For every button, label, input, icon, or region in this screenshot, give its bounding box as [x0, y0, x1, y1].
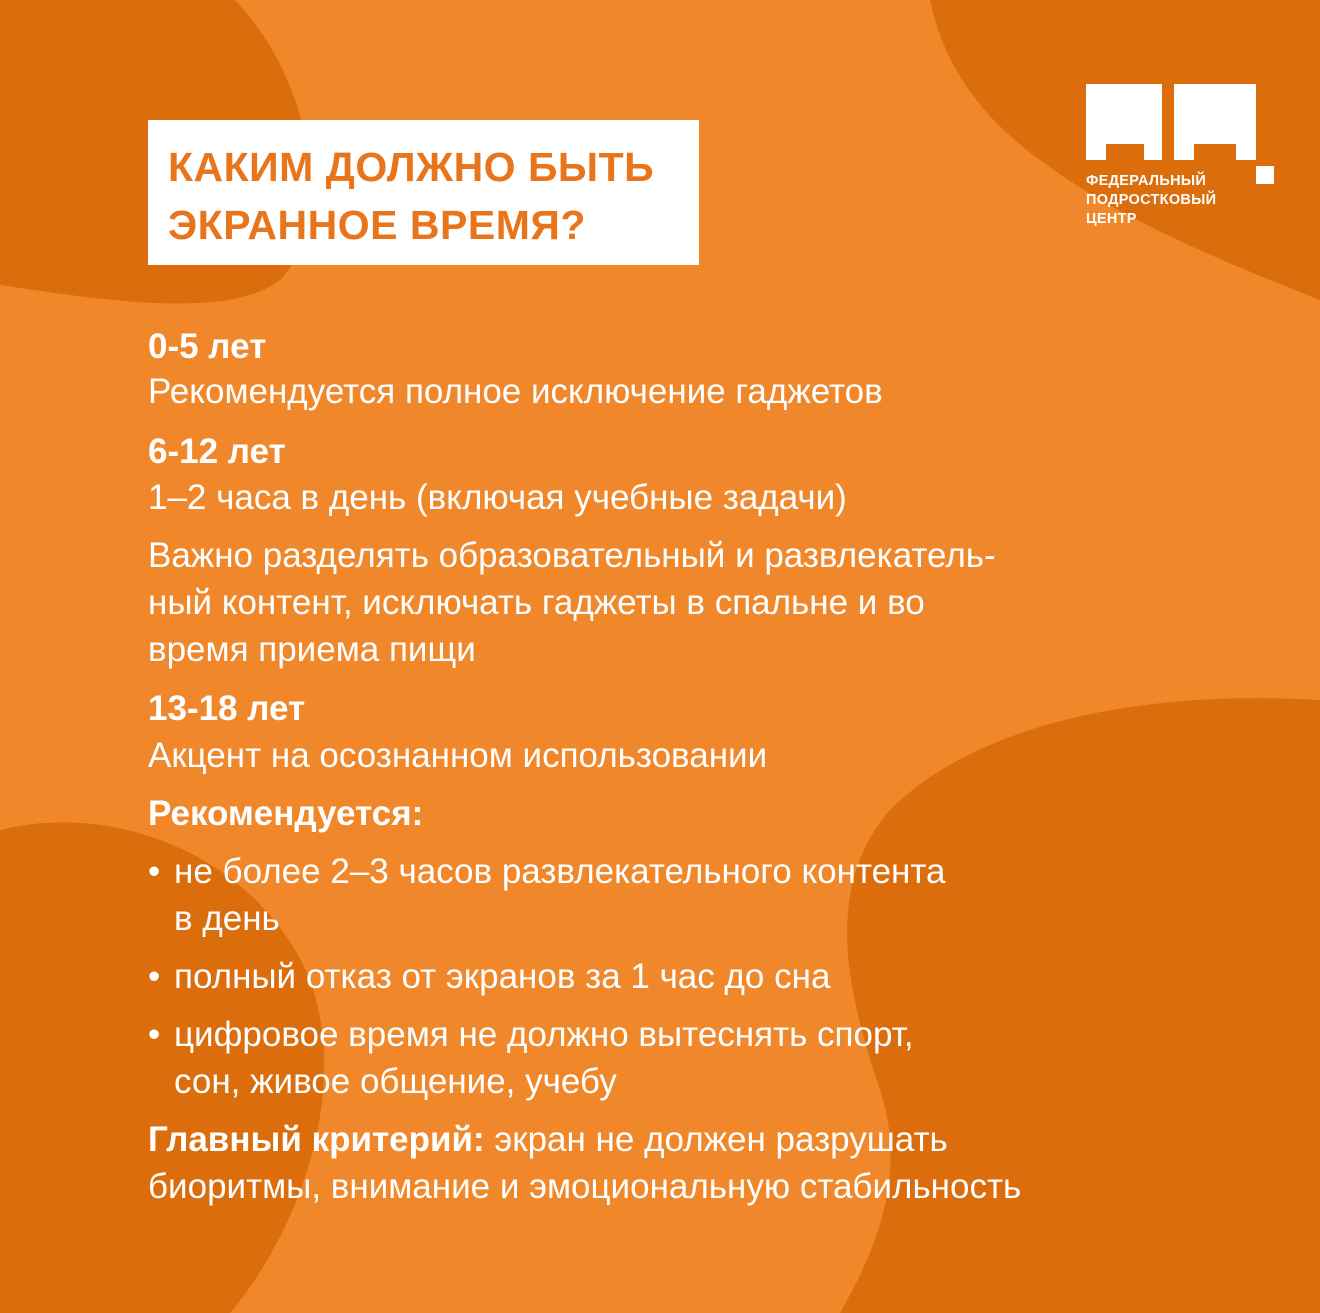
bullet-icon: • — [148, 852, 161, 891]
age-note-6-12-line-1: Важно разделять образовательный и развлекатель- — [148, 536, 996, 575]
criterion-label: Главный критерий: — [148, 1120, 485, 1159]
logo-text — [1086, 172, 1216, 229]
age-heading-13-18: 13-18 лет — [148, 689, 306, 728]
age-text-0-5: Рекомендуется полное исключение гаджетов — [148, 372, 883, 411]
list-item-text-line-1: не более 2–3 часов развлекательного контента — [174, 852, 946, 891]
criterion-text-2: биоритмы, внимание и эмоциональную стабильность — [148, 1167, 1022, 1206]
logo-text-line-2: ПОДРОСТКОВЫЙ — [1086, 192, 1217, 208]
bullet-icon: • — [148, 957, 161, 996]
list-item-text-line-2: сон, живое общение, учебу — [174, 1062, 617, 1101]
age-note-6-12-line-2: ный контент, исключать гаджеты в спальне и во — [148, 583, 925, 622]
logo — [1084, 82, 1284, 242]
logo-text-line-3: ЦЕНТР — [1086, 211, 1137, 227]
criterion-line-1 — [148, 1116, 948, 1163]
title-line-1: КАКИМ ДОЛЖНО БЫТЬ — [168, 144, 655, 190]
bullet-icon: • — [148, 1015, 161, 1054]
list-item-text-line-2: в день — [174, 899, 280, 938]
age-text-6-12: 1–2 часа в день (включая учебные задачи) — [148, 478, 847, 517]
background-blob-bottom-right — [840, 698, 1320, 1313]
title-box — [148, 120, 699, 265]
age-heading-0-5: 0-5 лет — [148, 327, 267, 366]
list-item-text-line-1: полный отказ от экранов за 1 час до сна — [174, 957, 831, 996]
age-text-13-18: Акцент на осознанном использовании — [148, 736, 768, 775]
criterion-text-1: экран не должен разрушать — [484, 1120, 948, 1159]
recommended-heading: Рекомендуется: — [148, 794, 424, 833]
age-heading-6-12: 6-12 лет — [148, 432, 286, 471]
title-line-2: ЭКРАННОЕ ВРЕМЯ? — [168, 202, 586, 248]
age-note-6-12-line-3: время приема пищи — [148, 630, 476, 669]
logo-text-line-1: ФЕДЕРАЛЬНЫЙ — [1086, 173, 1207, 189]
list-item-text-line-1: цифровое время не должно вытеснять спорт, — [174, 1015, 914, 1054]
